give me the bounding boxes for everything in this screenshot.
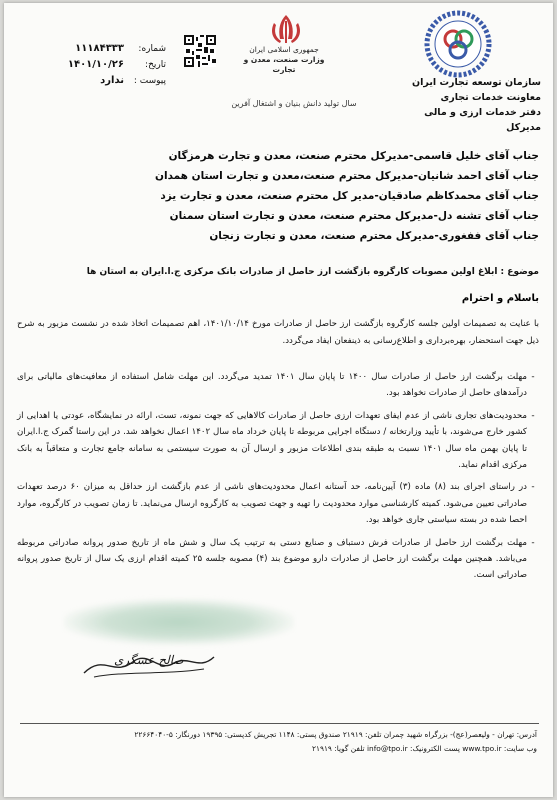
bullet-icon: - <box>531 372 535 382</box>
recipient-line: جناب آقای محمدکاظم صادقیان-مدیر کل محترم صنعت، معدن و تجارت یزد <box>160 190 539 202</box>
gov-line2: وزارت صنعت، معدن و تجارت <box>243 55 325 74</box>
date-label: تاریخ: <box>145 60 166 70</box>
list-item <box>17 369 539 402</box>
footer-divider <box>20 723 539 724</box>
org-line: دفتر خدمات ارزی و مالی <box>424 107 541 118</box>
letter-meta <box>26 41 166 89</box>
gov-line1: جمهوری اسلامی ایران <box>249 45 319 54</box>
number-label: شماره: <box>138 44 166 54</box>
list-item-text: مهلت برگشت ارز حاصل از صادرات فرش دستباف و صنایع دستی به ترتیب یک سال و شش ماه از تاریخ صدور پروانه صادراتی مربوطه می‌باشد. همچنین مهلت برگشت ارز حاصل از صادرات دارو موضوع بند (۴) مصوبه جلسه ۲۵ کمیته اقدام ارزی یک سال از تاریخ صدور پروانه صادراتی است. <box>17 537 527 581</box>
letter-page <box>4 3 553 797</box>
list-item-text: محدودیت‌های تجاری ناشی از عدم ایفای تعهدات ارزی حاصل از صادرات کالاهایی که جهت نمونه، تست، ارائه در نمایشگاه، عودتی یا اهدایی از کشور خارج می‌شوند، با تأیید وزارتخانه / دستگاه اجرایی مربوطه تا پایان خرداد ماه سال ۱۴۰۲ اعمال نخواهد شد. در این راستا گمرک ج.ا.ایران تا پایان بهمن ماه سال ۱۴۰۱ نسبت به طبقه بندی اطلاعات مزبور و ارسال آن به صورت سیستمی به سامانه جامع تجارت و متعاقباً به بانک مرکزی اقدام نماید. <box>17 410 528 471</box>
blurred-stamp <box>64 599 294 645</box>
list-item-text: مهلت برگشت ارز حاصل از صادرات سال ۱۴۰۰ تا پایان سال ۱۴۰۱ تمدید می‌گردد. این مهلت شامل استفاده از معافیت‌های مالیاتی برای درآمدهای حاصل از صادرات نخواهد بود. <box>17 372 527 399</box>
recipient-line: جناب آقای ففغوری-مدیرکل محترم صنعت، معدن و تجارت زنجان <box>209 230 539 242</box>
org-line: معاونت خدمات تجاری <box>440 92 541 103</box>
recipient-line: جناب آقای تشنه دل-مدیرکل محترم صنعت، معدن و تجارت استان سمنان <box>169 210 539 222</box>
bullet-icon: - <box>531 537 535 548</box>
org-block <box>381 75 541 135</box>
attach-value: ندارد <box>100 75 124 86</box>
tpo-logo-icon <box>423 9 493 79</box>
meta-date-row <box>26 57 166 73</box>
attach-label: پیوست : <box>133 76 166 86</box>
government-heading <box>239 45 329 75</box>
list-item <box>17 479 539 528</box>
recipient-line: جناب آقای احمد شانیان-مدیرکل محترم صنعت،معدن و تجارت استان همدان <box>155 170 539 182</box>
intro-paragraph: با عنایت به تصمیمات اولین جلسه کارگروه بازگشت ارز حاصل از صادرات مورخ ۱۴۰۱/۱۰/۱۴، اهم تصمیمات اتخاذ شده در نشست مزبور به شرح ذیل جهت استحضار، بهره‌برداری و اطلاع‌رسانی به ذینفعان ایفاد می‌گردد. <box>17 319 539 346</box>
number-value: ۱۱۱۸۴۳۳۳ <box>75 43 124 54</box>
footer-contacts: وب سایت: www.tpo.ir پست الکترونیک: info@tpo.ir تلفن گویا: ۲۱۹۱۹ <box>312 744 537 753</box>
list-item <box>17 535 539 584</box>
iran-emblem-icon <box>266 13 306 49</box>
year-motto: سال تولید دانش بنیان و اشتغال آفرین <box>231 99 357 108</box>
footer-address: آدرس: تهران - ولیعصر(عج)- بزرگراه شهید چمران تلفن: ۲۱۹۱۹ صندوق پستی: ۱۱۴۸ تجریش کدپستی: ۱۹۳۹۵ دورنگار: ۵-۲۲۶۶۴۰۴۰ <box>134 730 537 739</box>
date-value: ۱۴۰۱/۱۰/۲۶ <box>67 59 124 70</box>
recipients-list <box>19 146 539 246</box>
meta-number-row <box>26 41 166 57</box>
org-line: مدیرکل <box>506 122 541 133</box>
decisions-list <box>17 369 539 590</box>
bullet-icon: - <box>531 482 535 493</box>
bullet-icon: - <box>531 410 535 421</box>
list-item <box>17 408 539 474</box>
list-item-text: در راستای اجرای بند (۸) ماده (۳) آیین‌نامه، حد آستانه اعمال محدودیت‌های ناشی از عدم بازگشت ارز حداقل به میزان ۶۰ درصد تعهدات صادراتی تعیین می‌شود. کمیته کارشناسی موارد محدودیت را تهیه و جهت تصویب به کارگروه ارسال می‌نماید. تا زمان تصویب در کارگروه، موارد احصا شده در بسته سیاستی جاری خواهد بود. <box>17 482 527 526</box>
org-name: سازمان توسعه تجارت ایران <box>412 77 541 88</box>
signatory-name: صالح عسگری <box>114 653 184 667</box>
qr-code-icon <box>184 35 216 67</box>
subject-line: موضوع : ابلاغ اولین مصوبات کارگروه بازگشت ارز حاصل از صادرات بانک مرکزی ج.ا.ایران به استان ها <box>86 267 539 277</box>
recipient-line: جناب آقای خلیل قاسمی-مدیرکل محترم صنعت، معدن و تجارت هرمزگان <box>168 150 539 162</box>
meta-attach-row <box>26 73 166 89</box>
greeting: باسلام و احترام <box>461 293 539 304</box>
